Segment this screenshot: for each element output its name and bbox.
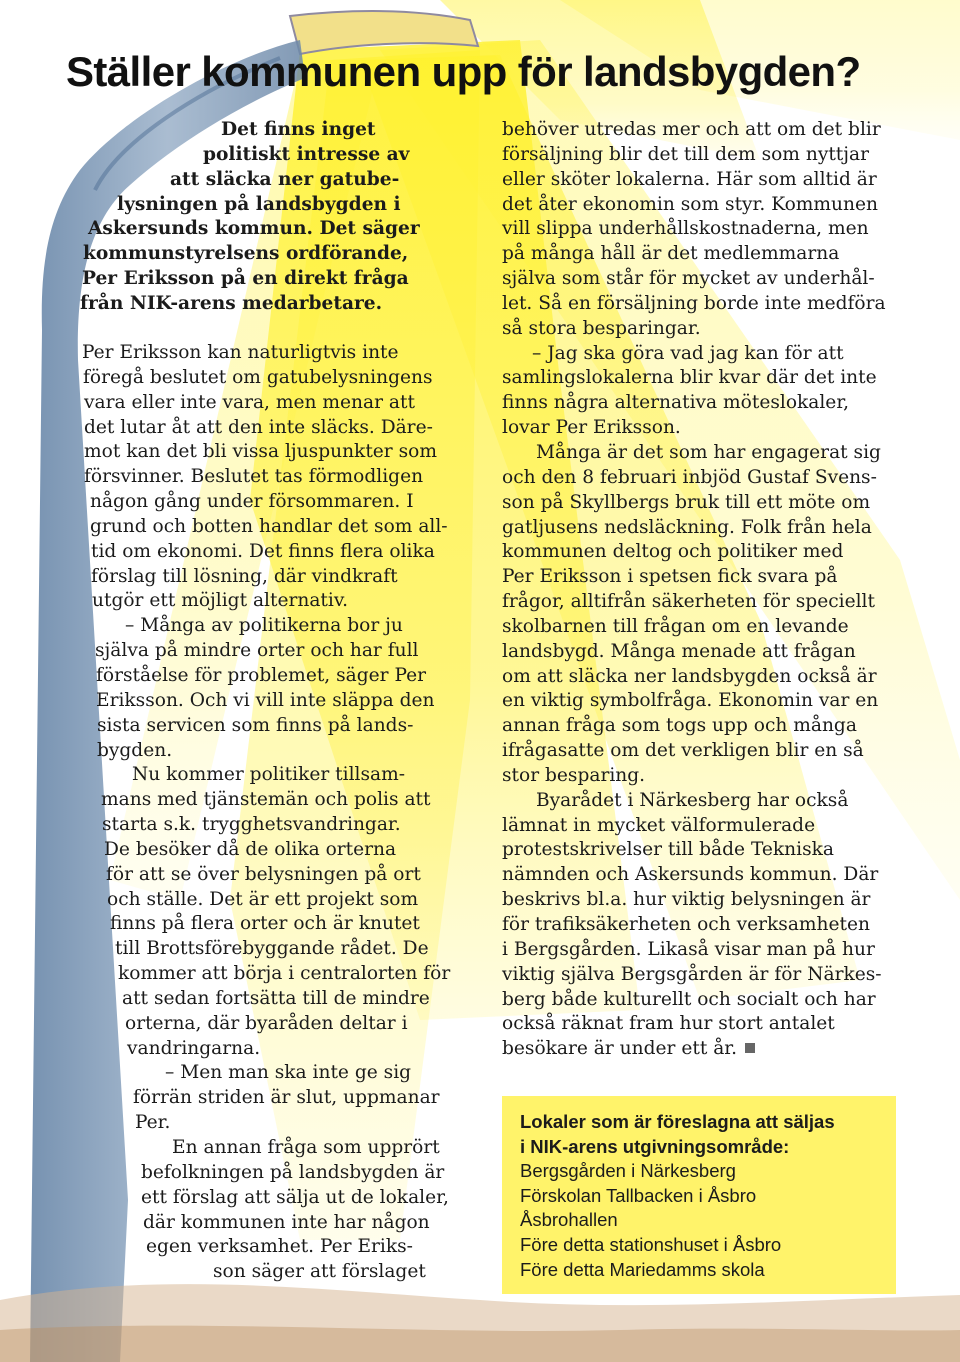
body-line: – Många av politikerna bor ju bbox=[125, 615, 403, 637]
body-line: finns på flera orter och är knutet bbox=[110, 913, 420, 935]
lead-line: Askersunds kommun. Det säger bbox=[88, 218, 420, 240]
body-line: sista servicen som finns på lands- bbox=[97, 714, 414, 736]
body-line: mot kan det bli vissa ljuspunkter som bbox=[84, 441, 437, 463]
body-line: egen verksamhet. Per Eriks- bbox=[146, 1236, 413, 1258]
box-list-item: Åsbrohallen bbox=[520, 1209, 618, 1231]
body-line: finns några alternativa möteslokaler, bbox=[502, 392, 850, 414]
body-left-column bbox=[80, 341, 480, 1285]
body-line: så stora besparingar. bbox=[502, 317, 701, 339]
body-line: samlingslokalerna blir kvar där det inte bbox=[502, 367, 877, 389]
body-line: stor besparing. bbox=[502, 764, 646, 786]
body-line: kommunen deltog och politiker med bbox=[502, 541, 844, 563]
body-line: mans med tjänstemän och polis att bbox=[101, 789, 431, 811]
lead-line: Per Eriksson på en direkt fråga bbox=[82, 268, 409, 290]
body-line: för att se över belysningen på ort bbox=[106, 863, 421, 885]
box-list-item: Bergsgården i Närkesberg bbox=[520, 1160, 736, 1182]
lead-line: från NIK-arens medarbetare. bbox=[80, 292, 383, 314]
body-line: det lutar åt att den inte släcks. Däre- bbox=[84, 416, 433, 438]
body-line: det åter ekonomin som styr. Kommunen bbox=[502, 193, 878, 215]
body-line: om att släcka ner landsbygden också är bbox=[502, 665, 877, 687]
body-line: protestskrivelser till både Tekniska bbox=[502, 839, 834, 861]
body-line: själva på mindre orter och har full bbox=[95, 640, 419, 662]
body-line: vandringarna. bbox=[127, 1037, 261, 1059]
body-line: själva som står för mycket av underhål- bbox=[502, 268, 875, 290]
body-line: förrän striden är slut, uppmanar bbox=[133, 1087, 440, 1109]
lead-line: Det finns inget bbox=[221, 119, 376, 140]
body-line: kommer att börja i centralorten för bbox=[118, 963, 451, 985]
body-line: och den 8 februari inbjöd Gustaf Svens- bbox=[502, 466, 877, 488]
box-list-item: Före detta stationshuset i Åsbro bbox=[520, 1233, 782, 1255]
body-line: frågor, alltifrån säkerheten för speciellt bbox=[502, 591, 875, 613]
box-title: Lokaler som är föreslagna att säljas bbox=[520, 1111, 835, 1132]
lead-line: kommunstyrelsens ordförande, bbox=[83, 243, 409, 265]
body-line: i Bergsgården. Likaså visar man på hur bbox=[502, 938, 875, 960]
body-line: Per Eriksson kan naturligtvis inte bbox=[82, 342, 399, 363]
ground bbox=[0, 1284, 960, 1362]
body-line: försvinner. Beslutet tas förmodligen bbox=[84, 466, 424, 488]
body-line: – Jag ska göra vad jag kan för att bbox=[532, 342, 844, 364]
body-line: son säger att förslaget bbox=[213, 1261, 426, 1283]
body-line: orterna, där byaråden deltar i bbox=[125, 1012, 408, 1034]
body-line: besökare är under ett år. bbox=[502, 1038, 738, 1060]
body-line: Många är det som har engagerat sig bbox=[536, 441, 881, 463]
body-line: till Brottsförebyggande rådet. De bbox=[115, 938, 429, 960]
body-line: landsbygd. Många menade att frågan bbox=[502, 640, 856, 662]
body-line: vara eller inte vara, men menar att bbox=[84, 391, 415, 413]
body-line: behöver utredas mer och att om det blir bbox=[502, 119, 881, 140]
body-line: starta s.k. trygghetsvandringar. bbox=[102, 814, 401, 836]
body-line: let. Så en försäljning borde inte medföra bbox=[502, 292, 886, 314]
box-list-item: Före detta Mariedamms skola bbox=[520, 1258, 765, 1280]
article-last-line bbox=[502, 1037, 922, 1062]
body-line: son på Skyllbergs bruk till ett möte om bbox=[502, 491, 871, 513]
body-line: utgör ett möjligt alternativ. bbox=[92, 590, 349, 612]
body-line: lovar Per Eriksson. bbox=[502, 417, 681, 439]
properties-for-sale-box bbox=[502, 1096, 896, 1294]
body-line: på många håll är det medlemmarna bbox=[502, 243, 840, 265]
body-line: De besöker då de olika orterna bbox=[104, 838, 397, 860]
body-line: viktig själva Bergsgården är för Närkes- bbox=[502, 963, 882, 985]
box-title: i NIK-arens utgivningsområde: bbox=[520, 1135, 790, 1157]
body-line: någon gång under försommaren. I bbox=[90, 491, 414, 513]
body-line: Byarådet i Närkesberg har också bbox=[536, 789, 849, 811]
body-line: en viktig symbolfråga. Ekonomin var en bbox=[502, 690, 879, 712]
body-line: bygden. bbox=[97, 739, 173, 761]
body-line: Per. bbox=[135, 1112, 171, 1134]
body-line: där kommunen inte har någon bbox=[143, 1211, 430, 1233]
body-line: tid om ekonomi. Det finns flera olika bbox=[91, 540, 435, 562]
body-line: En annan fråga som upprört bbox=[172, 1137, 440, 1158]
body-line: och ställe. Det är ett projekt som bbox=[107, 888, 419, 910]
body-line: att sedan fortsätta till de mindre bbox=[122, 987, 430, 1009]
lead-line: lysningen på landsbygden i bbox=[117, 193, 401, 215]
body-line: grund och botten handlar det som all- bbox=[90, 515, 448, 537]
body-line: förståelse för problemet, säger Per bbox=[96, 664, 427, 686]
body-line: – Men man ska inte ge sig bbox=[165, 1062, 412, 1084]
body-line: ifrågasatte om det verkligen blir en så bbox=[502, 740, 864, 762]
lead-line: att släcka ner gatube- bbox=[170, 168, 400, 190]
body-line: beskrivs bl.a. hur viktig belysningen är bbox=[502, 889, 871, 911]
body-line: gatljusens nedsläckning. Folk från hela bbox=[502, 516, 872, 538]
lead-line: politiskt intresse av bbox=[203, 143, 410, 165]
body-line: berg både kulturellt och socialt och har bbox=[502, 988, 876, 1010]
body-line: Per Eriksson i spetsen fick svara på bbox=[502, 566, 838, 588]
body-line: försäljning blir det till dem som nyttjar bbox=[502, 143, 870, 165]
body-line: lämnat in mycket välformulerade bbox=[502, 814, 816, 836]
body-line: befolkningen på landsbygden är bbox=[141, 1161, 445, 1183]
body-line: skolbarnen till frågan om en levande bbox=[502, 615, 849, 637]
body-line: för trafiksäkerheten och verksamheten bbox=[502, 914, 870, 935]
body-line: annan fråga som togs upp och många bbox=[502, 715, 857, 737]
body-line: eller sköter lokalerna. Här som alltid är bbox=[502, 168, 877, 190]
body-line: Nu kommer politiker tillsam- bbox=[132, 764, 406, 786]
body-right-column bbox=[502, 118, 922, 1062]
body-line: föregå beslutet om gatubelysningens bbox=[83, 366, 433, 388]
body-line: nämnden och Askersunds kommun. Där bbox=[502, 864, 879, 886]
body-line: förslag till lösning, där vindkraft bbox=[91, 565, 398, 587]
body-line: vill slippa underhållskostnaderna, men bbox=[502, 218, 869, 240]
end-of-article-square-icon bbox=[745, 1043, 755, 1053]
body-line: Eriksson. Och vi vill inte släppa den bbox=[96, 689, 435, 711]
lead-paragraph bbox=[80, 118, 460, 317]
headline: Ställer kommunen upp för landsbygden? bbox=[66, 48, 861, 95]
body-line: ett förslag att sälja ut de lokaler, bbox=[141, 1186, 449, 1208]
body-line: också räknat fram hur stort antalet bbox=[502, 1013, 835, 1035]
box-list-item: Förskolan Tallbacken i Åsbro bbox=[520, 1184, 757, 1206]
